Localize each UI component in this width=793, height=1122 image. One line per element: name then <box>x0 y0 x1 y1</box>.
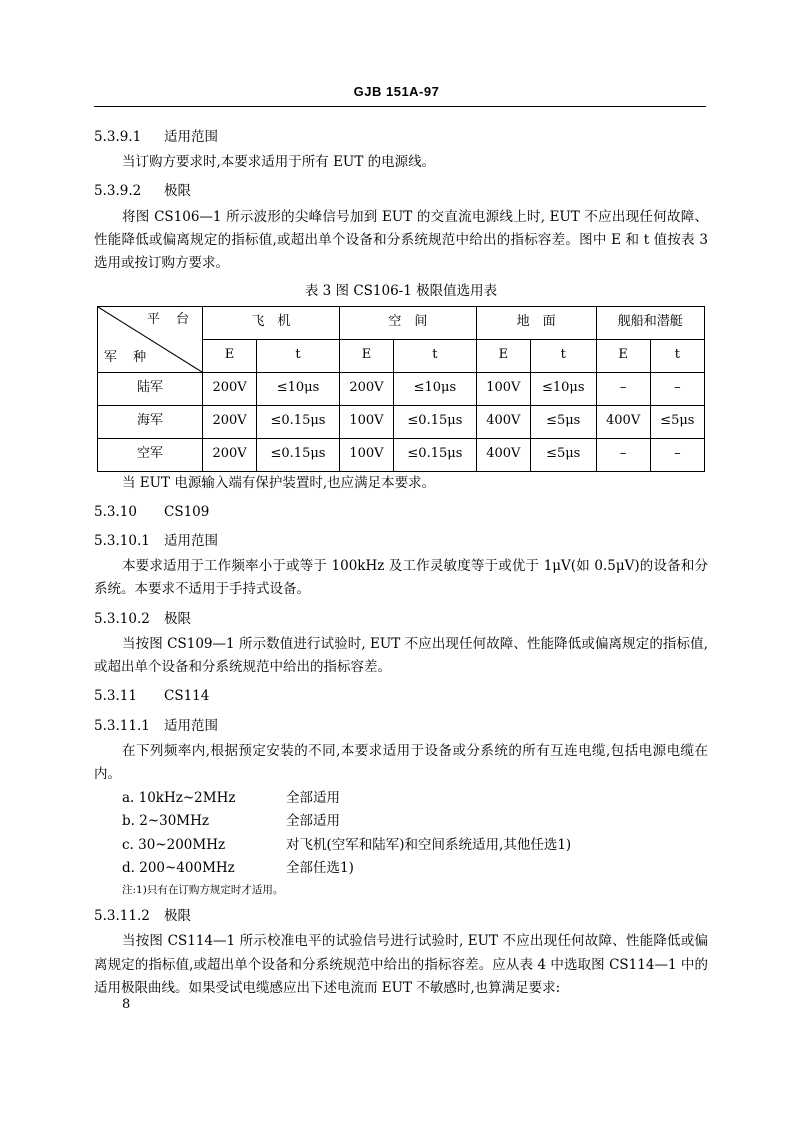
subheader-cell: t <box>530 339 596 372</box>
table-cell: 400V <box>476 438 530 471</box>
table-caption: 表 3 图 CS106-1 极限值选用表 <box>304 283 498 300</box>
header-rule <box>94 106 706 107</box>
table-cell: 100V <box>339 438 393 471</box>
group-header-ship: 舰船和潜艇 <box>596 306 704 339</box>
row-label: 空军 <box>98 438 203 471</box>
table-cell: – <box>596 438 650 471</box>
heading-5-3-10-1 <box>94 530 708 553</box>
heading-number: 5.3.11 <box>94 688 137 705</box>
subheader-cell: E <box>596 339 650 372</box>
subheader-cell: t <box>650 339 704 372</box>
heading-title: 极限 <box>164 610 191 627</box>
list-item <box>94 857 708 880</box>
row-label: 海军 <box>98 405 203 438</box>
list-item-value: 全部任选1) <box>286 859 354 876</box>
row-label: 陆军 <box>98 372 203 405</box>
heading-number: 5.3.10 <box>94 503 137 520</box>
paragraph-5-3-9-2: 将图 CS106—1 所示波形的尖峰信号加到 EUT 的交直流电源线上时, EUT 不应出现任何故障、性能降低或偏离规定的指标值,或超出单个设备和分系统规范中给出的指标容差。图中 E 和 t 值按表 3 选用或按订购方要求。 <box>94 208 708 272</box>
heading-5-3-9-2 <box>94 180 708 203</box>
group-header-space: 空 间 <box>339 306 476 339</box>
list-item-value: 全部适用 <box>286 790 340 807</box>
table-cell: ≤0.15μs <box>257 405 340 438</box>
paragraph-after-table: 当 EUT 电源输入端有保护装置时,也应满足本要求。 <box>122 474 436 491</box>
footnote: 注:1)只有在订购方规定时才适用。 <box>122 884 284 897</box>
table-row <box>98 405 705 438</box>
table-cell: ≤10μs <box>394 372 477 405</box>
table-cell: ≤10μs <box>530 372 596 405</box>
page-number: 8 <box>122 997 131 1012</box>
subheader-cell: E <box>476 339 530 372</box>
heading-title: 极限 <box>164 908 191 925</box>
limit-table <box>97 306 705 472</box>
heading-title: 适用范围 <box>164 717 218 734</box>
list-item-label: a. 10kHz~2MHz <box>122 790 236 807</box>
subheader-cell: t <box>394 339 477 372</box>
table-cell: ≤5μs <box>530 405 596 438</box>
page-content <box>94 120 708 1001</box>
heading-title: CS114 <box>164 688 210 705</box>
heading-number: 5.3.9.1 <box>94 129 142 145</box>
table-cell: ≤5μs <box>530 438 596 471</box>
heading-title: 极限 <box>164 183 191 200</box>
heading-5-3-11-1 <box>94 715 708 738</box>
heading-5-3-11-2 <box>94 905 708 928</box>
heading-title: 适用范围 <box>164 532 218 549</box>
heading-title: 适用范围 <box>164 129 218 145</box>
table-header-row <box>98 306 705 339</box>
table-cell: ≤10μs <box>257 372 340 405</box>
paragraph-5-3-11-2: 当按图 CS114—1 所示校准电平的试验信号进行试验时, EUT 不应出现任何故障、性能降低或偏离规定的指标值,或超出单个设备和分系统规范中给出的指标容差。应从表 4 中选取图 CS114—1 中的适用极限曲线。如果受试电缆感应出下述电流而 EUT 不敏感时,也算满足要求: <box>94 933 708 996</box>
page-header: GJB 151A-97 <box>353 84 440 99</box>
paragraph-5-3-11-1: 在下列频率内,根据预定安装的不同,本要求适用于设备或分系统的所有互连电缆,包括电源电缆在内。 <box>94 742 708 782</box>
table-cell: ≤5μs <box>650 405 704 438</box>
table-row <box>98 372 705 405</box>
subheader-cell: E <box>339 339 393 372</box>
table-cell: – <box>650 372 704 405</box>
list-item <box>94 810 708 833</box>
list-item-label: d. 200~400MHz <box>122 859 235 876</box>
list-item-value: 对飞机(空军和陆军)和空间系统适用,其他任选1) <box>286 836 572 853</box>
heading-title: CS109 <box>164 503 210 520</box>
heading-number: 5.3.9.2 <box>94 183 142 200</box>
table-cell: 200V <box>203 372 257 405</box>
subheader-cell: t <box>257 339 340 372</box>
table-cell: ≤0.15μs <box>257 438 340 471</box>
list-item <box>94 787 708 810</box>
heading-5-3-10-2 <box>94 608 708 631</box>
table-cell: 200V <box>203 405 257 438</box>
table-cell: 100V <box>339 405 393 438</box>
group-header-ground: 地 面 <box>476 306 596 339</box>
heading-5-3-9-1 <box>94 126 708 149</box>
list-item-value: 全部适用 <box>286 813 340 830</box>
paragraph-5-3-10-2: 当按图 CS109—1 所示数值进行试验时, EUT 不应出现任何故障、性能降低或偏离规定的指标值,或超出单个设备和分系统规范中给出的指标容差。 <box>94 635 708 676</box>
heading-number: 5.3.11.1 <box>94 717 150 734</box>
table-corner-cell <box>98 306 203 372</box>
paragraph-5-3-9-1: 当订购方要求时,本要求适用于所有 EUT 的电源线。 <box>122 154 436 171</box>
group-header-aircraft: 飞 机 <box>203 306 340 339</box>
table-cell: 200V <box>203 438 257 471</box>
table-cell: 400V <box>596 405 650 438</box>
heading-5-3-10 <box>94 501 708 524</box>
paragraph-5-3-10-1: 本要求适用于工作频率小于或等于 100kHz 及工作灵敏度等于或优于 1μV(如 0.5μV)的设备和分系统。本要求不适用于手持式设备。 <box>94 558 708 598</box>
table-cell: 400V <box>476 405 530 438</box>
heading-number: 5.3.11.2 <box>94 908 150 925</box>
heading-number: 5.3.10.2 <box>94 610 150 627</box>
table-cell: ≤0.15μs <box>394 405 477 438</box>
table-cell: 100V <box>476 372 530 405</box>
list-item <box>94 834 708 857</box>
corner-service-label: 军 种 <box>104 350 153 366</box>
table-row <box>98 438 705 471</box>
table-cell: – <box>596 372 650 405</box>
corner-platform-label: 平 台 <box>146 311 195 327</box>
table-cell: – <box>650 438 704 471</box>
heading-5-3-11 <box>94 685 708 708</box>
list-item-label: c. 30~200MHz <box>122 836 226 853</box>
subheader-cell: E <box>203 339 257 372</box>
table-cell: 200V <box>339 372 393 405</box>
table-cell: ≤0.15μs <box>394 438 477 471</box>
list-item-label: b. 2~30MHz <box>122 813 210 830</box>
heading-number: 5.3.10.1 <box>94 532 150 549</box>
